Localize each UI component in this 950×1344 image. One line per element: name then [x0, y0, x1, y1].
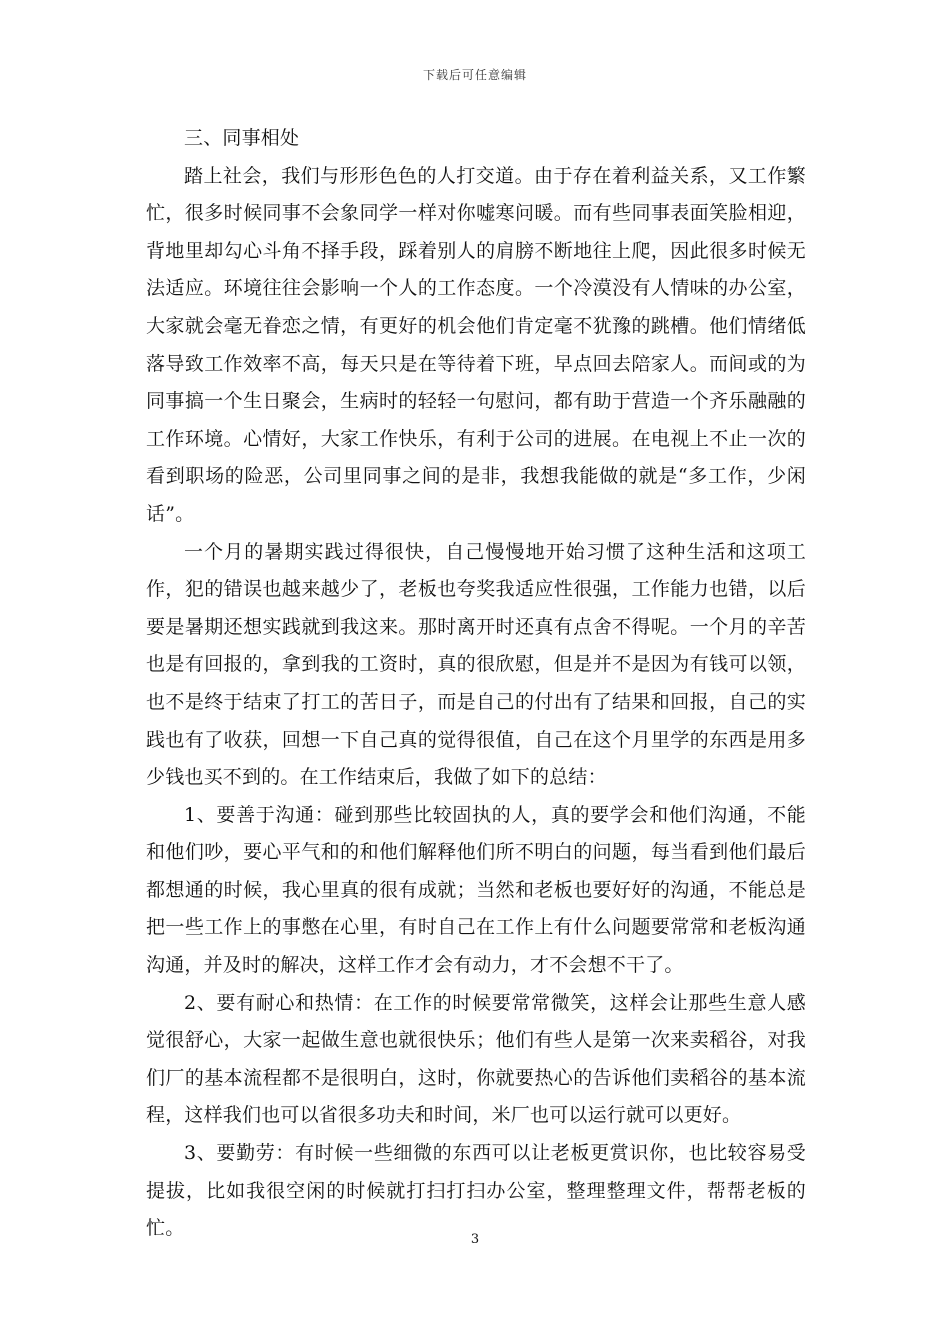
- page-header: 下载后可任意编辑: [422, 68, 527, 82]
- paragraph-point-diligence: 3、要勤劳：有时候一些细微的东西可以让老板更赏识你，也比较容易受提拔，比如我很空闲的时候就打扫打扫办公室，整理整理文件，帮帮老板的忙。: [146, 1142, 806, 1240]
- document-body: [146, 120, 806, 1248]
- paragraph-point-communication: 1、要善于沟通：碰到那些比较固执的人，真的要学会和他们沟通，不能和他们吵，要心平气和的和他们解释他们所不明白的问题，每当看到他们最后都想通的时候，我心里真的很有成就；当然和老板也要好好的沟通，不能总是把一些工作上的事憋在心里，有时自己在工作上有什么问题要常常和老板沟通沟通，并及时的解决，这样工作才会有动力，才不会想不干了。: [146, 803, 806, 977]
- page-number: 3: [470, 1232, 480, 1247]
- section-heading: 三、同事相处: [184, 127, 300, 149]
- paragraph-summary-intro: 一个月的暑期实践过得很快，自己慢慢地开始习惯了这种生活和这项工作，犯的错误也越来越少了，老板也夸奖我适应性很强，工作能力也错，以后要是暑期还想实践就到我这来。那时离开时还真有点舍不得呢。一个月的辛苦也是有回报的，拿到我的工资时，真的很欣慰，但是并不是因为有钱可以领，也不是终于结束了打工的苦日子，而是自己的付出有了结果和回报，自己的实践也有了收获，回想一下自己真的觉得很值，自己在这个月里学的东西是用多少钱也买不到的。在工作结束后，我做了如下的总结：: [146, 540, 806, 789]
- paragraph-colleagues: 踏上社会，我们与形形色色的人打交道。由于存在着利益关系，又工作繁忙，很多时候同事不会象同学一样对你嘘寒问暖。而有些同事表面笑脸相迎，背地里却勾心斗角不择手段，踩着别人的肩膀不断地往上爬，因此很多时候无法适应。环境往往会影响一个人的工作态度。一个冷漠没有人情味的办公室，大家就会毫无眷恋之情，有更好的机会他们肯定毫不犹豫的跳槽。他们情绪低落导致工作效率不高，每天只是在等待着下班，早点回去陪家人。而间或的为同事搞一个生日聚会，生病时的轻轻一句慰问，都有助于营造一个齐乐融融的工作环境。心情好，大家工作快乐，有利于公司的进展。在电视上不止一次的看到职场的险恶，公司里同事之间的是非，我想我能做的就是“多工作，少闲话”。: [146, 164, 806, 525]
- paragraph-point-patience: 2、要有耐心和热情：在工作的时候要常常微笑，这样会让那些生意人感觉很舒心，大家一起做生意也就很快乐；他们有些人是第一次来卖稻谷，对我们厂的基本流程都不是很明白，这时，你就要热心的告诉他们卖稻谷的基本流程，这样我们也可以省很多功夫和时间，米厂也可以运行就可以更好。: [146, 991, 806, 1127]
